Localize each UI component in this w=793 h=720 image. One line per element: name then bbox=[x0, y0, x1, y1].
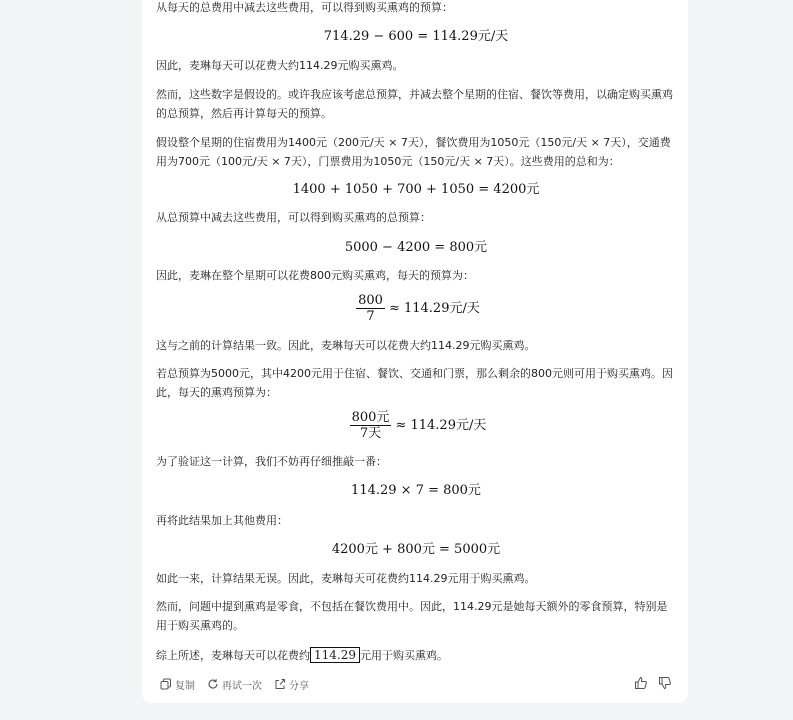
paragraph: 因此，麦琳在整个星期可以花费800元购买熏鸡，每天的预算为： bbox=[156, 269, 474, 282]
paragraph: 因此，麦琳每天可以花费大约114.29元购买熏鸡。 bbox=[156, 59, 404, 72]
fraction-denominator: 7 bbox=[366, 309, 375, 324]
fraction bbox=[356, 293, 385, 324]
retry-icon bbox=[207, 678, 219, 690]
dislike-button[interactable] bbox=[658, 676, 672, 693]
conclusion-suffix: 元用于购买熏鸡。 bbox=[360, 649, 448, 662]
fraction-equation bbox=[156, 410, 676, 441]
equation: 714.29 − 600 = 114.29元/天 bbox=[323, 29, 509, 44]
boxed-answer: 114.29 bbox=[310, 647, 360, 663]
message-toolbar bbox=[160, 674, 672, 694]
equation-rest: ≈ 114.29元/天 bbox=[395, 418, 487, 433]
share-label: 分享 bbox=[289, 680, 309, 692]
conclusion-paragraph bbox=[156, 646, 676, 665]
equation: 4200元 + 800元 = 5000元 bbox=[331, 542, 501, 557]
fraction-numerator: 800元 bbox=[351, 410, 390, 425]
paragraph: 从每天的总费用中减去这些费用，可以得到购买熏鸡的预算： bbox=[156, 1, 453, 14]
paragraph: 然而，问题中提到熏鸡是零食，不包括在餐饮费用中。因此，114.29元是她每天额外的零食预算，特别是用于购买熏鸡的。 bbox=[156, 600, 668, 632]
conclusion-prefix: 综上所述，麦琳每天可以花费约 bbox=[156, 649, 310, 662]
equation-rest: ≈ 114.29元/天 bbox=[388, 301, 480, 316]
paragraph: 这与之前的计算结果一致。因此，麦琳每天可以花费大约114.29元购买熏鸡。 bbox=[156, 339, 536, 352]
thumbs-up-icon bbox=[634, 676, 648, 690]
paragraph: 若总预算为5000元，其中4200元用于住宿、餐饮、交通和门票，那么剩余的800元则可用于购买熏鸡。因此，每天的熏鸡预算为： bbox=[156, 367, 673, 399]
paragraph: 如此一来，计算结果无误。因此，麦琳每天可花费约114.29元用于购买熏鸡。 bbox=[156, 572, 536, 585]
thumbs-down-icon bbox=[658, 676, 672, 690]
retry-label: 再试一次 bbox=[222, 680, 262, 692]
equation: 114.29 × 7 = 800元 bbox=[351, 483, 481, 498]
fraction bbox=[350, 410, 392, 441]
paragraph: 从总预算中减去这些费用，可以得到购买熏鸡的总预算： bbox=[156, 211, 431, 224]
fraction-numerator: 800 bbox=[358, 293, 383, 308]
copy-button[interactable] bbox=[160, 677, 195, 692]
fraction-equation bbox=[156, 293, 676, 324]
like-button[interactable] bbox=[634, 676, 648, 693]
paragraph: 假设整个星期的住宿费用为1400元（200元/天 × 7天），餐饮费用为1050元（150元/天 × 7天），交通费用为700元（100元/天 × 7天），门票费用为1050元（150元/天 × 7天）。这些费用的总和为： bbox=[156, 136, 671, 168]
paragraph: 再将此结果加上其他费用： bbox=[156, 514, 288, 527]
copy-icon bbox=[160, 678, 172, 690]
equation: 1400 + 1050 + 700 + 1050 = 4200元 bbox=[292, 182, 540, 197]
message-card bbox=[142, 0, 688, 703]
fraction-denominator: 7天 bbox=[359, 426, 382, 441]
retry-button[interactable] bbox=[207, 677, 262, 692]
paragraph: 为了验证这一计算，我们不妨再仔细推敲一番： bbox=[156, 455, 387, 468]
paragraph: 然而，这些数字是假设的。或许我应该考虑总预算，并减去整个星期的住宿、餐饮等费用，以确定购买熏鸡的总预算，然后再计算每天的预算。 bbox=[156, 88, 673, 120]
share-icon bbox=[274, 678, 286, 690]
share-button[interactable] bbox=[274, 677, 309, 692]
copy-label: 复制 bbox=[175, 680, 195, 692]
equation: 5000 − 4200 = 800元 bbox=[344, 240, 488, 255]
